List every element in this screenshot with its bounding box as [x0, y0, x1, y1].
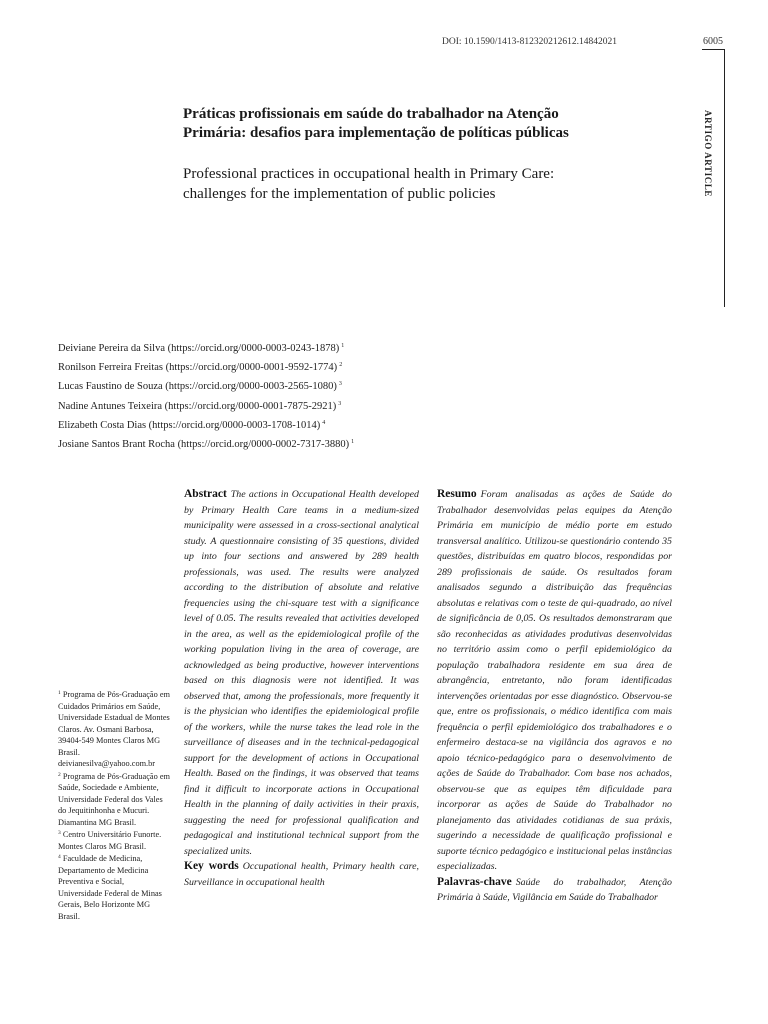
- affiliations: [58, 688, 170, 922]
- affiliation: [58, 688, 170, 770]
- resumo-column: [437, 487, 672, 906]
- title-portuguese: Práticas profissionais em saúde do trabalhador na Atenção Primária: desafios para implementação de políticas públicas: [183, 106, 569, 141]
- palavras-chave-text: Saúde do trabalhador, Atenção Primária à Saúde, Vigilância em Saúde do Trabalhador: [437, 876, 672, 903]
- affiliation-text: Faculdade de Medicina, Departamento de Medicina Preventiva e Social, Universidade Federal de Minas Gerais, Belo Horizonte MG Brasil.: [58, 854, 162, 921]
- affiliation: [58, 828, 170, 852]
- affiliation: [58, 770, 170, 829]
- abstract-paragraph: [184, 487, 419, 859]
- resumo-heading: Resumo: [437, 488, 477, 500]
- keywords-heading: Key words: [184, 860, 239, 872]
- abstract-heading: Abstract: [184, 488, 227, 500]
- author: [58, 396, 354, 415]
- author-name: Deiviane Pereira da Silva (https://orcid.org/0000-0003-0243-1878): [58, 343, 340, 354]
- affiliation-number: 3: [58, 830, 61, 836]
- author-affiliation-ref: 2: [339, 362, 343, 369]
- author-affiliation-ref: 4: [322, 419, 326, 426]
- affiliation: [58, 852, 170, 922]
- resumo-paragraph: [437, 487, 672, 875]
- affiliation-text: Programa de Pós-Graduação em Cuidados Primários em Saúde, Universidade Estadual de Montes Claros. Av. Osmani Barbosa, 39404-549 Montes Claros MG Brasil. deivianesilva@yahoo.com.br: [58, 690, 170, 768]
- header-rule: [702, 49, 725, 50]
- author-name: Ronilson Ferreira Freitas (https://orcid.org/0000-0001-9592-1774): [58, 362, 338, 374]
- title-english: Professional practices in occupational health in Primary Care: challenges for the implementation of public policies: [183, 166, 555, 202]
- resumo-text: Foram analisadas as ações de Saúde do Trabalhador desenvolvidas pelas equipes da Atenção Primária em município de médio porte em estudo transversal analítico. Utilizou-se questionário contendo 35 questões, distribuídas em quatro blocos, respondidas por 289 profissionais de saúde. Os resultados foram analisados segundo a distribuição das frequências absolutas e relativas com o teste de qui-quadrado, ao nível de significância de 0,05. Os resultados demonstraram que são reconhecidas as atividades produtivas desenvolvidas no território assim como o perfil epidemiológico da população trabalhadora residente em sua área de abrangência, entretanto, não foram identificadas intervenções orientadas por esse diagnóstico. Observou-se que, entre os profissionais, o médico identifica com mais frequência o perfil epidemiológico dos trabalhadores e o enfermeiro destaca-se na vigilância dos agravos e no apoio técnico-pedagógico para o desenvolvimento de ações de Saúde do Trabalhador. Com base nos achados, observou-se que as equipes têm dificuldade para incorporar as ações de Saúde do Trabalhador no planejamento das atividades cotidianas de sua práxis, sugerindo a necessidade de qualificação profissional e suporte técnico pedagógico e institucional pelas instâncias especializadas.: [437, 489, 672, 872]
- author-affiliation-ref: 3: [338, 400, 342, 407]
- palavras-chave: [437, 875, 672, 906]
- palavras-chave-heading: Palavras-chave: [437, 875, 512, 888]
- abstract-column: [184, 487, 419, 890]
- affiliation-number: 1: [58, 690, 61, 696]
- affiliation-number: 2: [58, 771, 61, 778]
- affiliation-number: 4: [58, 854, 61, 860]
- keywords-text: Occupational health, Primary health care, Surveillance in occupational health: [184, 861, 419, 888]
- affiliation-text: Programa de Pós-Graduação em Saúde, Sociedade e Ambiente, Universidade Federal dos Vales do Jequitinhonha e Mucuri. Diamantina MG Brasil.: [58, 771, 170, 827]
- section-label: [700, 110, 726, 210]
- author-name: Josiane Santos Brant Rocha (https://orcid.org/0000-0002-7317-3880): [58, 439, 350, 451]
- author-name: Nadine Antunes Teixeira (https://orcid.org/0000-0001-7875-2921): [58, 400, 337, 412]
- author: [58, 338, 354, 357]
- doi-text: DOI: 10.1590/1413-812320212612.14842021: [442, 37, 617, 47]
- author-name: Lucas Faustino de Souza (https://orcid.org/0000-0003-2565-1080): [58, 381, 337, 393]
- author: [58, 415, 354, 434]
- author: [58, 434, 354, 453]
- section-label-text: ARTIGO ARTICLE: [703, 110, 713, 198]
- author-affiliation-ref: 3: [338, 381, 342, 388]
- author: [58, 376, 354, 395]
- author: [58, 357, 354, 376]
- author-affiliation-ref: 1: [351, 439, 355, 446]
- author-name: Elizabeth Costa Dias (https://orcid.org/0000-0003-1708-1014): [58, 419, 321, 431]
- page-number: 6005: [703, 36, 723, 47]
- author-list: [58, 338, 354, 453]
- author-affiliation-ref: 1: [341, 343, 345, 349]
- keywords: [184, 859, 419, 890]
- abstract-text: The actions in Occupational Health developed by Primary Health Care teams in a medium-sized municipality were assessed in a cross-sectional analytical study. A questionnaire consisting of 35 questions, divided up into four sections and answered by 289 health professionals, was used. The results were analyzed according to the distribution of absolute and relative frequencies using the chi-square test with a significance level of 0.05. The results revealed that activities developed in the area, as well as the epidemiological profile of the working population living in the area of coverage, are acknowledged as being productive, however interventions based on this diagnosis were not identified. It was observed that, among the professionals, more frequently it is the physician who identifies the epidemiological profile of the workers, while the nurse takes the lead role in the surveillance of diseases and in the technical-pedagogical support for the development of actions in Occupational Health. Based on the findings, it was observed that teams find it difficult to incorporate actions in Occupational Health in the planning of daily activities in their praxis, suggesting the need for professional qualification and pedagogical and institutional technical support from the specialized units.: [184, 489, 419, 857]
- affiliation-text: Centro Universitário Funorte. Montes Claros MG Brasil.: [58, 830, 162, 851]
